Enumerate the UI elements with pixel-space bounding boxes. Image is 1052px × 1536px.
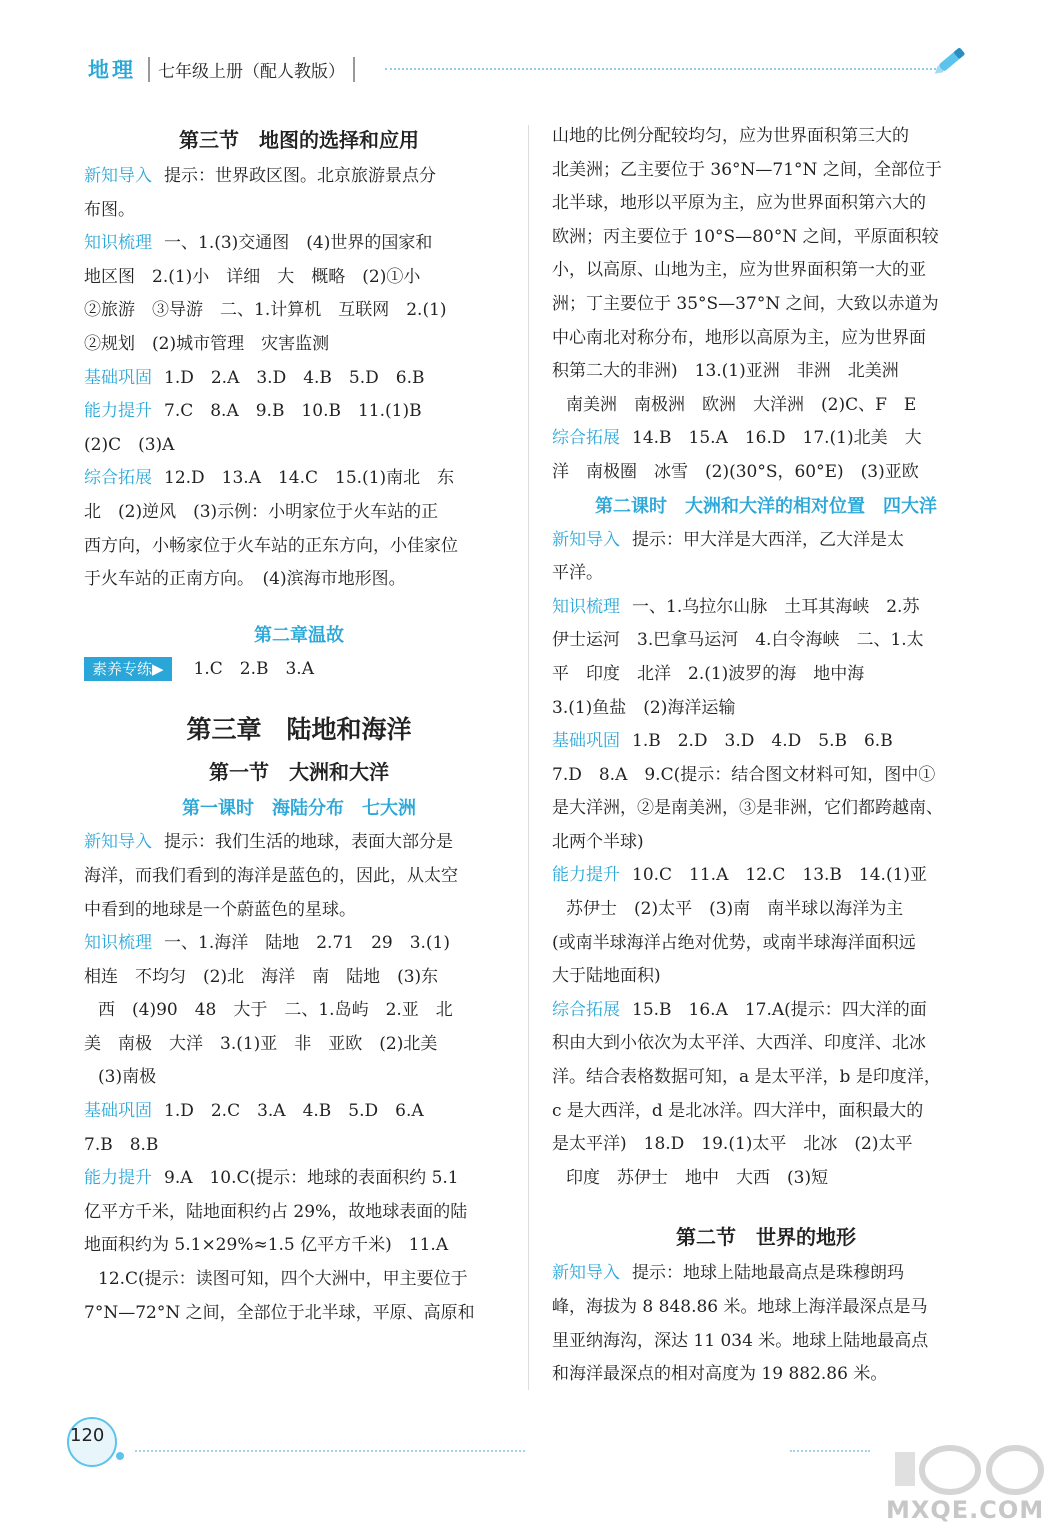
answer-line: [552, 1027, 980, 1061]
answer-line: [84, 927, 514, 961]
answer-line: [84, 1095, 514, 1129]
answer-text: 印度 苏伊士 地中 大西 (3)短: [566, 1167, 829, 1188]
answer-line: [552, 322, 980, 356]
answer-text: 洋 南极圈 冰雪 (2)(30°S，60°E) (3)亚欧: [552, 461, 919, 482]
footer-dotted-rule-right: [790, 1450, 870, 1452]
answer-line: [84, 894, 514, 928]
answer-line: [552, 725, 980, 759]
answer-line: [84, 395, 514, 429]
answer-line: [84, 1297, 514, 1331]
answer-text: 北半球，地形以平原为主，应为世界面积第六大的: [552, 193, 926, 214]
answer-text: 是大洋洲，②是南美洲，③是非洲，它们都跨越南、: [552, 798, 943, 819]
category-label: 新知导入: [552, 1263, 620, 1284]
answer-line: [552, 960, 980, 994]
section-title: 第二节 世界的地形: [676, 1225, 856, 1250]
answer-text: 12.D 13.A 14.C 15.(1)南北 东: [164, 468, 455, 489]
answer-line: [84, 1263, 514, 1297]
answer-text: 苏伊士 (2)太平 (3)南 南半球以海洋为主: [566, 899, 904, 920]
answer-line: [552, 1095, 980, 1129]
answer-text: c 是大西洋，d 是北冰洋。四大洋中，面积最大的: [552, 1100, 924, 1121]
answer-text: (或南半球海洋占绝对优势，或南半球海洋面积远: [552, 932, 916, 953]
answer-line: [552, 1061, 980, 1095]
answer-text: 一、1.(3)交通图 (4)世界的国家和: [164, 233, 433, 254]
category-label: 基础巩固: [84, 1101, 152, 1122]
category-label: 知识梳理: [84, 933, 152, 954]
answer-line: [552, 1291, 980, 1325]
answer-text: 1.D 2.A 3.D 4.B 5.D 6.B: [164, 367, 425, 388]
lesson-title: 第一课时 海陆分布 七大洲: [182, 798, 416, 820]
answer-line: [552, 187, 980, 221]
answer-text: 提示：甲大洋是大西洋，乙大洋是太: [632, 529, 904, 550]
category-label: 新知导入: [84, 166, 152, 186]
answer-text: 1.B 2.D 3.D 4.D 5.B 6.B: [632, 731, 893, 752]
answer-line: [552, 221, 980, 255]
answer-text: 提示：地球上陆地最高点是珠穆朗玛: [632, 1263, 904, 1284]
header-dotted-rule: [385, 68, 940, 70]
answer-text: 西方向，小畅家位于火车站的正东方向，小佳家位: [84, 535, 458, 556]
answer-line: [552, 456, 980, 490]
answer-text: 大于陆地面积): [552, 966, 661, 987]
answer-line: [84, 362, 514, 396]
answer-line: [552, 893, 980, 927]
subject-label: 地理: [88, 58, 136, 82]
answer-text: 亿平方千米，陆地面积约占 29%，故地球表面的陆: [84, 1201, 468, 1222]
answer-line: [552, 658, 980, 692]
left-column: [84, 120, 514, 1330]
answer-line: [84, 1229, 514, 1263]
category-label: 基础巩固: [84, 367, 152, 388]
answer-line: [552, 591, 980, 625]
answer-text: 北两个半球): [552, 831, 644, 852]
answer-text: ②旅游 ③导游 二、1.计算机 互联网 2.(1): [84, 300, 447, 321]
answer-line: [84, 860, 514, 894]
answer-text: 洲；丁主要位于 35°S—37°N 之间，大致以赤道为: [552, 293, 939, 314]
answer-line: [552, 524, 980, 558]
answer-line: [552, 1325, 980, 1359]
category-label: 能力提升: [84, 401, 152, 422]
answer-line: [552, 826, 980, 860]
answer-text: 10.C 11.A 12.C 13.B 14.(1)亚: [632, 865, 928, 886]
category-label: 能力提升: [84, 1168, 152, 1189]
answer-text: 15.B 16.A 17.A(提示：四大洋的面: [632, 999, 927, 1020]
answer-text: 9.A 10.C(提示：地球的表面积约 5.1: [164, 1168, 459, 1189]
answer-text: 里亚纳海沟，深达 11 034 米。地球上陆地最高点: [552, 1330, 929, 1351]
answer-text: 一、1.乌拉尔山脉 土耳其海峡 2.苏: [632, 596, 920, 617]
answer-text: 布图。: [84, 199, 135, 220]
answer-text: 地面积约为 5.1×29%≈1.5 亿平方千米) 11.A: [84, 1235, 449, 1256]
answer-text: 7.B 8.B: [84, 1134, 159, 1155]
answer-text: (2)C (3)A: [84, 434, 175, 455]
answer-text: 北美洲；乙主要位于 36°N—71°N 之间，全部位于: [552, 159, 942, 180]
answer-text: 是太平洋) 18.D 19.(1)太平 北冰 (2)太平: [552, 1134, 913, 1155]
category-label: 新知导入: [84, 832, 152, 853]
answer-line: [552, 154, 980, 188]
footer-dotted-rule: [135, 1450, 525, 1452]
answer-line: [84, 227, 514, 261]
answer-text: 1.C 2.B 3.A: [193, 658, 314, 679]
answer-line: [552, 120, 980, 154]
practice-row: [84, 653, 514, 687]
answer-text: 欧洲；丙主要位于 10°S—80°N 之间，平原面积较: [552, 226, 939, 247]
answer-text: 地区图 2.(1)小 详细 大 概略 (2)①小: [84, 266, 421, 287]
lesson-title: 第二章温故: [254, 624, 344, 646]
page-number: 120: [70, 1425, 105, 1446]
answer-text: 提示：世界政区图。北京旅游景点分: [164, 166, 436, 186]
answer-line: [552, 288, 980, 322]
watermark-text: MXQE.COM: [886, 1496, 1045, 1524]
answer-line: [84, 328, 514, 362]
answer-text: 西 (4)90 48 大于 二、1.岛屿 2.亚 北: [98, 1000, 453, 1021]
answer-line: [552, 624, 980, 658]
answer-line: [552, 792, 980, 826]
answer-text: 平洋。: [552, 563, 603, 584]
answer-text: 相连 不均匀 (2)北 海洋 南 陆地 (3)东: [84, 966, 439, 987]
answer-line: [84, 826, 514, 860]
answer-text: 海洋，而我们看到的海洋是蓝色的，因此，从太空: [84, 865, 458, 886]
section-title: 第一节 大洲和大洋: [209, 760, 389, 785]
answer-line: [552, 859, 980, 893]
answer-line: [552, 422, 980, 456]
answer-line: [84, 1028, 514, 1062]
pen-icon: [930, 40, 974, 80]
category-label: 综合拓展: [552, 428, 620, 449]
answer-text: 小，以高原、山地为主，应为世界面积第一大的亚: [552, 260, 926, 281]
answer-text: 美 南极 大洋 3.(1)亚 非 亚欧 (2)北美: [84, 1033, 438, 1054]
answer-line: [552, 557, 980, 591]
category-label: 能力提升: [552, 865, 620, 886]
answer-text: 中心南北对称分布，地形以高原为主，应为世界面: [552, 327, 926, 348]
answer-line: [552, 994, 980, 1028]
answer-line: [552, 254, 980, 288]
category-label: 综合拓展: [84, 468, 152, 489]
answer-text: 7.D 8.A 9.C(提示：结合图文材料可知，图中①: [552, 764, 936, 785]
right-column: [552, 120, 980, 1392]
answer-line: [552, 927, 980, 961]
category-label: 新知导入: [552, 529, 620, 550]
page-header: [88, 52, 355, 86]
answer-line: [552, 1128, 980, 1162]
grade-label: 七年级上册（配人教版）: [148, 57, 355, 82]
answer-text: 洋。结合表格数据可知，a 是太平洋，b 是印度洋，: [552, 1067, 941, 1088]
answer-line: [84, 294, 514, 328]
category-label: 知识梳理: [84, 233, 152, 254]
lesson-title: 第二课时 大洲和大洋的相对位置 四大洋: [595, 495, 937, 517]
spacer: [552, 1195, 980, 1217]
answer-line: [84, 462, 514, 496]
practice-badge: 素养专练▶: [84, 657, 172, 681]
answer-text: 1.D 2.C 3.A 4.B 5.D 6.A: [164, 1101, 424, 1122]
answer-line: [84, 194, 514, 228]
answer-text: 南美洲 南极洲 欧洲 大洋洲 (2)C、F E: [566, 394, 917, 415]
answer-line: [552, 692, 980, 726]
answer-line: [84, 160, 514, 194]
answer-text: 7°N—72°N 之间，全部位于北半球，平原、高原和: [84, 1302, 475, 1323]
category-label: 知识梳理: [552, 596, 620, 617]
answer-line: [84, 530, 514, 564]
answer-line: [84, 1129, 514, 1163]
answer-text: 中看到的地球是一个蔚蓝色的星球。: [84, 899, 356, 920]
answer-line: [552, 1162, 980, 1196]
answer-line: [84, 961, 514, 995]
answer-line: [84, 1196, 514, 1230]
answer-text: 山地的比例分配较均匀，应为世界面积第三大的: [552, 126, 909, 146]
answer-text: 于火车站的正南方向。 (4)滨海市地形图。: [84, 569, 406, 590]
answer-line: [84, 1061, 514, 1095]
answer-line: [84, 563, 514, 597]
answer-line: [84, 261, 514, 295]
answer-line: [552, 759, 980, 793]
spacer: [84, 597, 514, 619]
answer-line: [552, 1358, 980, 1392]
answer-text: ②规划 (2)城市管理 灾害监测: [84, 333, 330, 354]
answer-line: [552, 389, 980, 423]
answer-text: 7.C 8.A 9.B 10.B 11.(1)B: [164, 401, 422, 422]
answer-text: 峰，海拔为 8 848.86 米。地球上海洋最深点是马: [552, 1297, 928, 1317]
answer-text: 14.B 15.A 16.D 17.(1)北美 大: [632, 428, 922, 449]
category-label: 基础巩固: [552, 731, 620, 752]
answer-line: [84, 1162, 514, 1196]
chapter-title: 第三章 陆地和海洋: [186, 715, 412, 745]
answer-text: 积第二大的非洲) 13.(1)亚洲 非洲 北美洲: [552, 361, 899, 382]
answer-text: 平 印度 北洋 2.(1)波罗的海 地中海: [552, 663, 865, 684]
category-label: 综合拓展: [552, 999, 620, 1020]
answer-line: [84, 496, 514, 530]
answer-line: [552, 355, 980, 389]
answer-text: (3)南极: [98, 1067, 157, 1088]
answer-text: 提示：我们生活的地球，表面大部分是: [164, 832, 453, 853]
section-title: 第三节 地图的选择和应用: [179, 128, 419, 152]
spacer: [84, 686, 514, 708]
column-divider: [528, 125, 529, 1390]
answer-line: [84, 429, 514, 463]
answer-text: 一、1.海洋 陆地 2.71 29 3.(1): [164, 933, 451, 954]
answer-text: 北 (2)逆风 (3)示例：小明家位于火车站的正: [84, 501, 439, 522]
answer-text: 3.(1)鱼盐 (2)海洋运输: [552, 697, 736, 718]
answer-text: 伊士运河 3.巴拿马运河 4.白令海峡 二、1.太: [552, 630, 924, 651]
answer-text: 积由大到小依次为太平洋、大西洋、印度洋、北冰: [552, 1033, 926, 1054]
answer-line: [552, 1257, 980, 1291]
answer-text: 12.C(提示：读图可知，四个大洲中，甲主要位于: [98, 1269, 468, 1290]
answer-line: [84, 994, 514, 1028]
answer-text: 和海洋最深点的相对高度为 19 882.86 米。: [552, 1364, 888, 1385]
